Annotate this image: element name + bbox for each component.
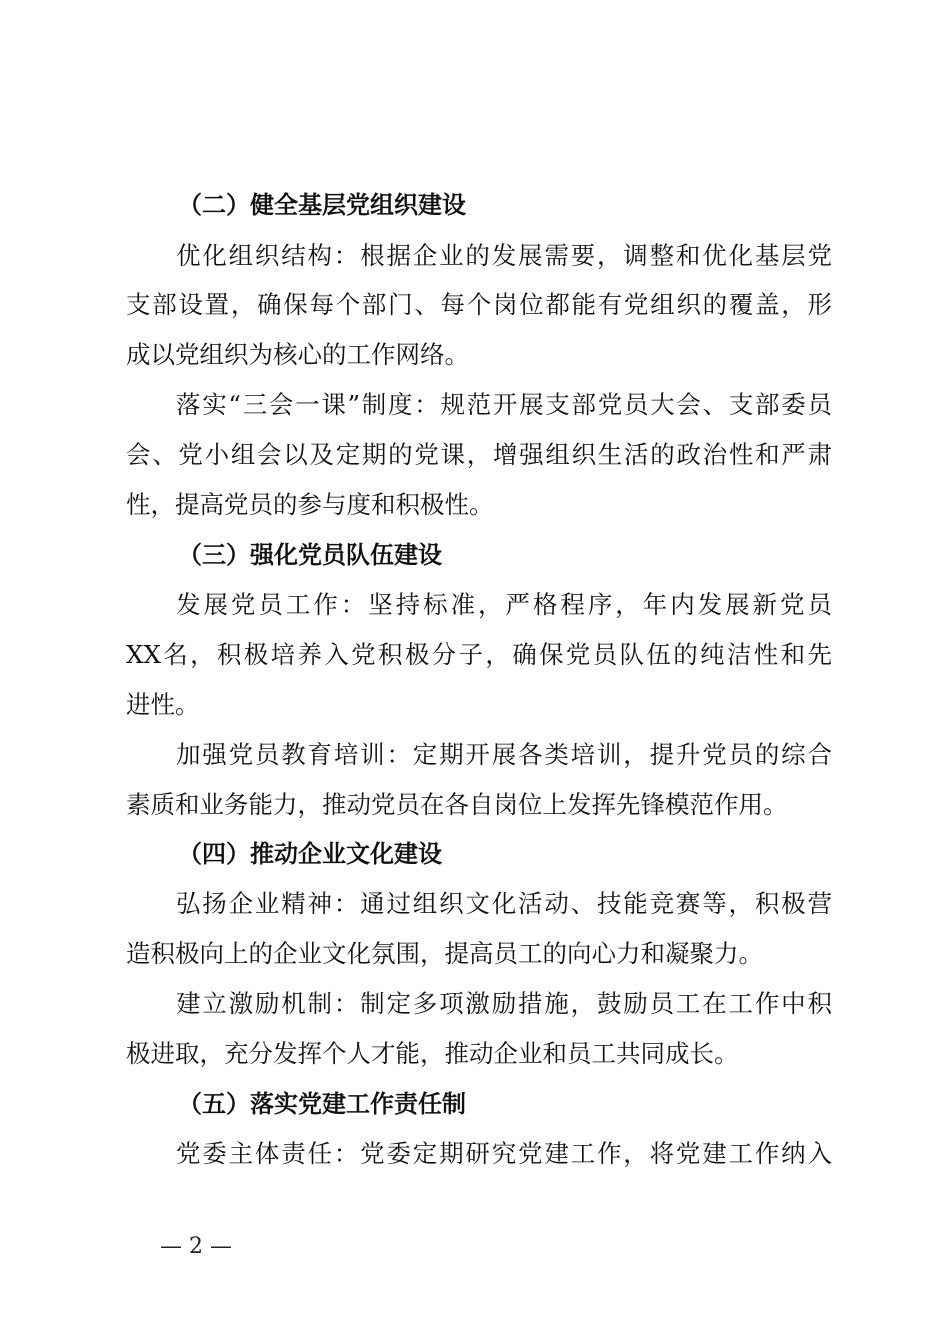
- paragraph-line: 加强党员教育培训：定期开展各类培训，提升党员的综合: [176, 740, 832, 769]
- paragraph-line: XX名，积极培养入党积极分子，确保党员队伍的纯洁性和先: [126, 640, 832, 669]
- section-heading: （四）推动企业文化建设: [178, 840, 442, 868]
- section-heading: （二）健全基层党组织建设: [178, 191, 466, 219]
- paragraph-line: 弘扬企业精神：通过组织文化活动、技能竞赛等，积极营: [176, 889, 832, 918]
- paragraph-line: 落实“三会一课”制度：规范开展支部党员大会、支部委员: [176, 390, 832, 419]
- section-heading: （五）落实党建工作责任制: [178, 1090, 466, 1118]
- paragraph-line: 进性。: [126, 690, 200, 719]
- paragraph-line: 支部设置，确保每个部门、每个岗位都能有党组织的覆盖，形: [126, 290, 832, 319]
- paragraph-line: 造积极向上的企业文化氛围，提高员工的向心力和凝聚力。: [126, 939, 763, 968]
- paragraph-line: 建立激励机制：制定多项激励措施，鼓励员工在工作中积: [176, 989, 832, 1018]
- paragraph-line: 性，提高党员的参与度和积极性。: [126, 490, 494, 519]
- paragraph-line: 党委主体责任：党委定期研究党建工作，将党建工作纳入: [176, 1139, 832, 1168]
- paragraph-line: 发展党员工作：坚持标准，严格程序，年内发展新党员: [176, 590, 832, 619]
- paragraph-line: 优化组织结构：根据企业的发展需要，调整和优化基层党: [176, 241, 832, 270]
- section-heading: （三）强化党员队伍建设: [178, 541, 442, 569]
- paragraph-line: 成以党组织为核心的工作网络。: [126, 340, 469, 369]
- paragraph-line: 极进取，充分发挥个人才能，推动企业和员工共同成长。: [126, 1039, 739, 1068]
- paragraph-line: 素质和业务能力，推动党员在各自岗位上发挥先锋模范作用。: [126, 790, 788, 819]
- page-number: — 2 —: [160, 1234, 232, 1259]
- paragraph-line: 会、党小组会以及定期的党课，增强组织生活的政治性和严肃: [126, 440, 832, 469]
